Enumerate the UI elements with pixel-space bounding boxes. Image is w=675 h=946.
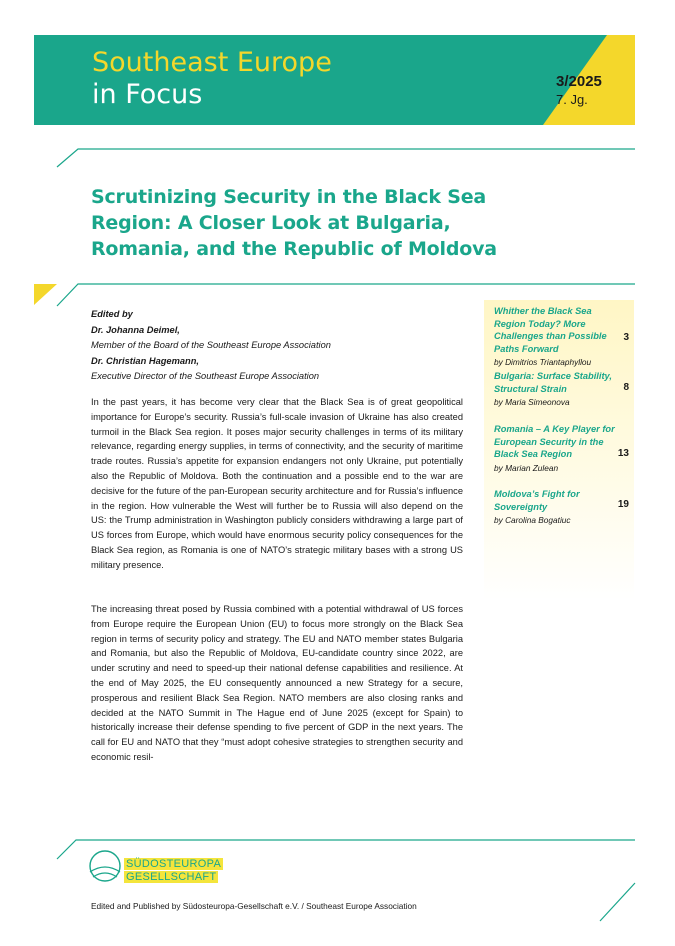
toc-item-page: 8 — [623, 382, 629, 393]
toc-item-page: 19 — [617, 499, 629, 510]
toc-item[interactable] — [494, 370, 629, 408]
toc-item-title: Whither the Black Sea Region Today? More Challenges than Possible Paths Forward — [494, 306, 607, 354]
toc-item[interactable] — [494, 488, 629, 526]
issue-volume: 7. Jg. — [556, 92, 588, 107]
editor2-name: Dr. Christian Hagemann, — [91, 355, 199, 366]
editors-block — [91, 307, 471, 385]
toc-item-title: Moldova’s Fight for Sovereignty — [494, 489, 580, 512]
issue-number: 3/2025 — [556, 73, 602, 90]
toc-item-title: Romania – A Key Player for European Security in the Black Sea Region — [494, 424, 615, 460]
article-title-line2: Region: A Closer Look at Bulgaria, — [91, 212, 451, 234]
article-title — [91, 184, 521, 262]
publisher-footer: Edited and Published by Südosteuropa-Gesellschaft e.V. / Southeast Europe Association — [91, 901, 417, 911]
article-title-line1: Scrutinizing Security in the Black Sea — [91, 186, 486, 208]
editor1-name: Dr. Johanna Deimel, — [91, 324, 180, 335]
body-paragraph-1: In the past years, it has become very clear that the Black Sea is of great geopolitical importance for Europe’s security. Russia’s full-scale invasion of Ukraine has also created turmoil in the Black Sea region. It poses major security challenges in terms of its military relevance, regarding energy supplies, in terms of connectivity, and the security of maritime trade routes. Russia’s appetite for expansion endangers not only Ukraine, put potentially also the Republic of Moldova. Both the continuation and a possible end to the war are decisive for the future of the pan-European security architecture and for Russia’s influence in the region. How vulnerable the West will further be to Russia will also depend on the US: the Trump administration in Washington publicly considers withdrawing a large part of US forces from Europe, which would have enormous security policy consequences for the Black Sea region, as Romania is one of NATO’s strategic military bases with a strong US military presence. — [91, 397, 463, 570]
editor2-role: Executive Director of the Southeast Europe Association — [91, 371, 320, 381]
toc-item-author: by Dimitrios Triantaphyllou — [494, 357, 592, 368]
toc-item-title: Bulgaria: Surface Stability, Structural Strain — [494, 371, 612, 394]
toc-item-page: 3 — [623, 332, 629, 343]
logo-text-line1: SÜDOSTEUROPA — [126, 858, 222, 870]
journal-title-line2: in Focus — [92, 79, 203, 110]
article-title-line3: Romania, and the Republic of Moldova — [91, 238, 497, 260]
toc-item-author: by Marian Zulean — [494, 462, 559, 473]
toc-item-page: 13 — [617, 448, 629, 459]
toc-item[interactable] — [494, 305, 629, 368]
editor1-role: Member of the Board of the Southeast Europe Association — [91, 340, 331, 350]
toc-item-author: by Maria Simeonova — [494, 397, 570, 408]
logo-text-line2: GESELLSCHAFT — [126, 871, 217, 883]
toc-item[interactable] — [494, 423, 629, 474]
body-paragraph-2: The increasing threat posed by Russia combined with a potential withdrawal of US forces from Europe require the European Union (EU) to focus more strongly on the Black Sea region in terms of security policy and strategy. The EU and NATO member states Bulgaria and Romania, but also the Republic of Moldova, EU-candidate country since 2022, are under scrutiny and need to speed-up their national defense capabilities and resilience. At the end of May 2025, the EU consequently announced a new Strategy for a secure, prosperous and resilient Black Sea Region. NATO members are also closing ranks and decided at the NATO Summit in The Hague end of June 2025 (except for Spain) to historically increase their defense spending to five percent of GDP in the next years. The call for EU and NATO that they “must adopt cohesive strategies to strengthen security and economic resil- — [91, 604, 463, 762]
edited-by-label: Edited by — [91, 309, 133, 319]
journal-title-line1: Southeast Europe — [92, 47, 332, 78]
toc-item-author: by Carolina Bogatiuc — [494, 515, 571, 526]
